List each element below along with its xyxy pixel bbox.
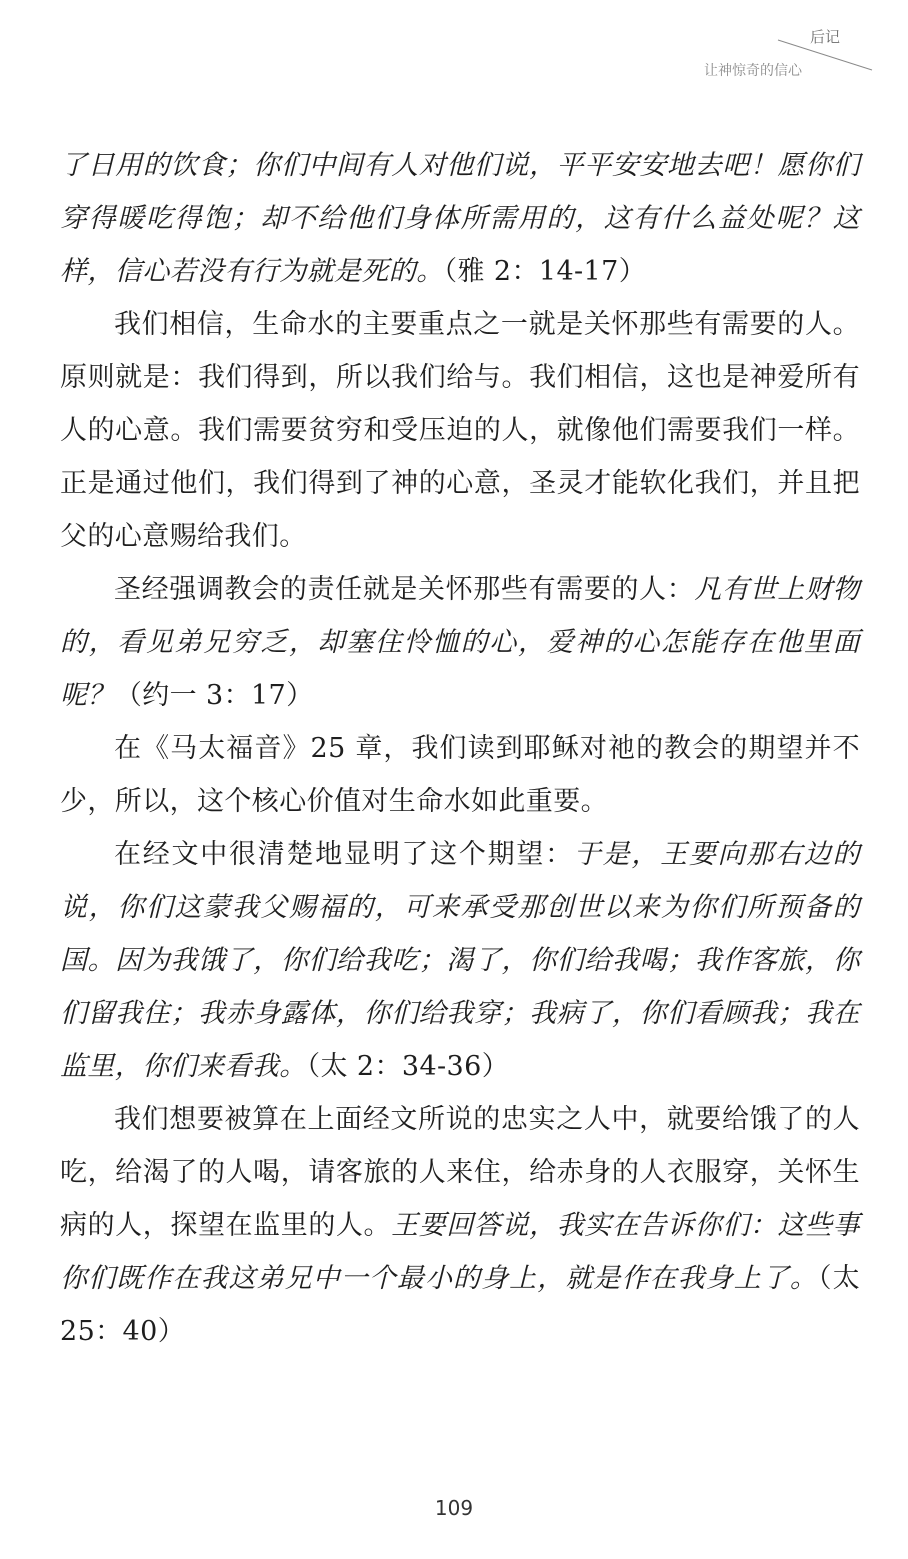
paragraph-text: 在经文中很清楚地显明了这个期望： [114, 839, 574, 870]
paragraph-text: 圣经强调教会的责任就是关怀那些有需要的人： [114, 574, 695, 605]
paragraph [60, 828, 860, 1093]
paragraph-text: 我们想要被算在上面经文所说的忠实之人中，就要给饿了的人吃，给渴了的人喝，请客旅的人来住，给赤身的人衣服穿，关怀生病的人，探望在监里的人。 [60, 1104, 860, 1241]
paragraph [60, 722, 860, 828]
paragraph [60, 1093, 860, 1358]
paragraph-text: （约一 3：17） [114, 680, 314, 711]
paragraph-text: 我们相信，生命水的主要重点之一就是关怀那些有需要的人。原则就是：我们得到，所以我们给与。我们相信，这也是神爱所有人的心意。我们需要贫穷和受压迫的人，就像他们需要我们一样。正是通过他们，我们得到了神的心意，圣灵才能软化我们，并且把父的心意赐给我们。 [60, 309, 860, 552]
scripture-quote: 王要回答说，我实在告诉你们：这些事你们既作在我这弟兄中一个最小的身上，就是作在我身上了。 [60, 1210, 860, 1294]
paragraph-text: （雅 2：14-17） [443, 256, 647, 287]
paragraph [60, 563, 860, 722]
running-header [648, 0, 908, 100]
scripture-quote: 凡有世上财物的，看见弟兄穷乏，却塞住怜恤的心，爱神的心怎能存在他里面呢？ [60, 574, 860, 711]
scripture-quote: 了日用的饮食；你们中间有人对他们说，平平安安地去吧！愿你们穿得暖吃得饱；却不给他们身体所需用的，这有什么益处呢？这样，信心若没有行为就是死的。 [60, 150, 860, 287]
scripture-quote: 于是，王要向那右边的说，你们这蒙我父赐福的，可来承受那创世以来为你们所预备的国。因为我饿了，你们给我吃；渴了，你们给我喝；我作客旅，你们留我住；我赤身露体，你们给我穿；我病了，你们看顾我；我在监里，你们来看我。 [60, 839, 860, 1082]
page-number: 109 [434, 1496, 474, 1520]
paragraph-text: （太 2：34-36） [306, 1051, 510, 1082]
paragraph [60, 139, 860, 298]
body-text [60, 139, 860, 1358]
paragraph-text: （太 25：40） [60, 1263, 860, 1347]
paragraph [60, 298, 860, 563]
book-title: 让神惊奇的信心 [704, 63, 802, 79]
paragraph-text: 在《马太福音》25 章，我们读到耶稣对祂的教会的期望并不少，所以，这个核心价值对生命水如此重要。 [60, 733, 860, 817]
header-divider-line [648, 0, 908, 100]
section-title: 后记 [809, 28, 840, 46]
